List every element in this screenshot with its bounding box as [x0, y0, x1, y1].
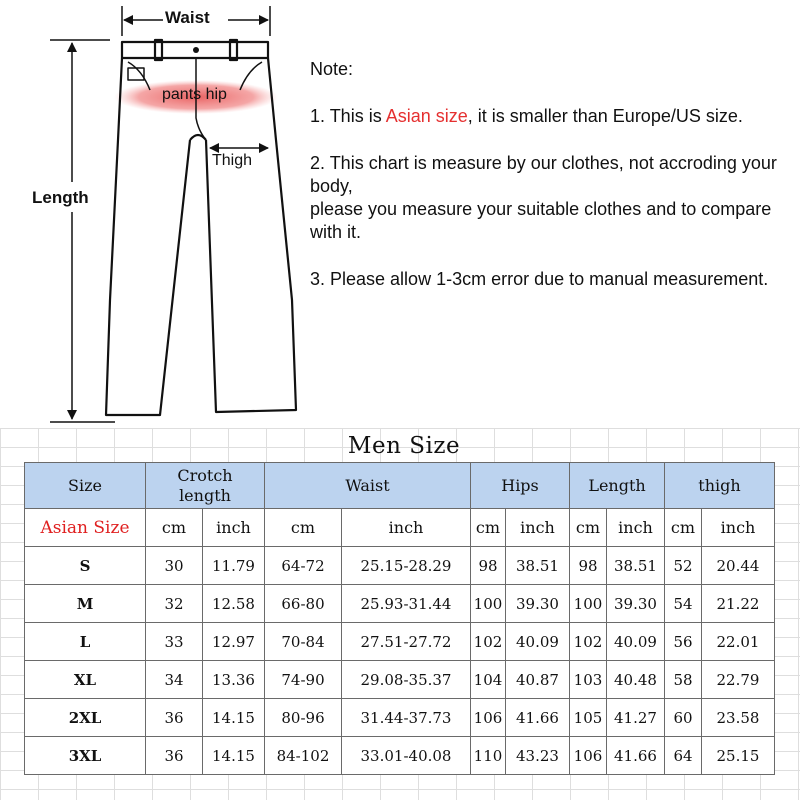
- size-cell: 3XL: [25, 737, 146, 775]
- length-label: Length: [32, 188, 89, 207]
- unit-cell: inch: [702, 509, 775, 547]
- size-rows: [25, 547, 775, 775]
- table-header-row: [25, 463, 775, 509]
- measurement-cell: 54: [665, 585, 702, 623]
- size-table: [24, 462, 775, 775]
- measurement-cell: 98: [471, 547, 506, 585]
- measurement-cell: 39.30: [506, 585, 570, 623]
- measurement-cell: 38.51: [506, 547, 570, 585]
- measurement-cell: 25.15: [702, 737, 775, 775]
- measurement-cell: 110: [471, 737, 506, 775]
- table-row: [25, 661, 775, 699]
- measurement-cell: 105: [570, 699, 607, 737]
- measurement-cell: 104: [471, 661, 506, 699]
- size-cell: XL: [25, 661, 146, 699]
- thigh-label: Thigh: [212, 152, 253, 169]
- measurement-cell: 30: [146, 547, 203, 585]
- note-1-highlight: Asian size: [385, 106, 468, 126]
- measurement-cell: 56: [665, 623, 702, 661]
- unit-cell: inch: [342, 509, 471, 547]
- measurement-cell: 12.58: [203, 585, 265, 623]
- measurement-cell: 40.48: [607, 661, 665, 699]
- unit-cell: cm: [570, 509, 607, 547]
- measurement-cell: 14.15: [203, 699, 265, 737]
- measurement-cell: 103: [570, 661, 607, 699]
- measurement-cell: 33.01-40.08: [342, 737, 471, 775]
- header-hips: Hips: [471, 463, 570, 509]
- measurement-cell: 100: [570, 585, 607, 623]
- measurement-cell: 60: [665, 699, 702, 737]
- measurement-cell: 43.23: [506, 737, 570, 775]
- note-2: 2. This chart is measure by our clothes, not accroding your body, please you measure your suitable clothes and to compare with it.: [310, 153, 777, 242]
- measurement-cell: 40.09: [506, 623, 570, 661]
- table-row: [25, 547, 775, 585]
- table-row: [25, 623, 775, 661]
- table-row: [25, 585, 775, 623]
- unit-cell: inch: [607, 509, 665, 547]
- measurement-cell: 106: [570, 737, 607, 775]
- measurement-cell: 98: [570, 547, 607, 585]
- measurement-cell: 41.66: [607, 737, 665, 775]
- pants-illustration: [0, 0, 300, 430]
- unit-cell: cm: [265, 509, 342, 547]
- measurement-cell: 40.09: [607, 623, 665, 661]
- measurement-cell: 58: [665, 661, 702, 699]
- table-row: [25, 737, 775, 775]
- length-arrow: [50, 40, 115, 422]
- measurement-cell: 36: [146, 737, 203, 775]
- note-1-prefix: 1. This is: [310, 106, 386, 126]
- size-cell: S: [25, 547, 146, 585]
- header-length: Length: [570, 463, 665, 509]
- waist-label: Waist: [165, 8, 210, 27]
- header-waist: Waist: [265, 463, 471, 509]
- measurement-cell: 22.01: [702, 623, 775, 661]
- measurement-cell: 33: [146, 623, 203, 661]
- measurement-cell: 13.36: [203, 661, 265, 699]
- unit-cell: cm: [146, 509, 203, 547]
- measurement-cell: 11.79: [203, 547, 265, 585]
- size-cell: 2XL: [25, 699, 146, 737]
- hip-label: pants hip: [162, 86, 227, 103]
- unit-cell: cm: [665, 509, 702, 547]
- header-size: Size: [25, 463, 146, 509]
- measurement-cell: 34: [146, 661, 203, 699]
- unit-cell: inch: [203, 509, 265, 547]
- notes-heading: Note:: [310, 59, 354, 79]
- unit-cell: cm: [471, 509, 506, 547]
- measurement-cell: 29.08-35.37: [342, 661, 471, 699]
- measurement-cell: 32: [146, 585, 203, 623]
- asian-size-label: Asian Size: [25, 509, 146, 547]
- header-thigh: thigh: [665, 463, 775, 509]
- measurement-cell: 80-96: [265, 699, 342, 737]
- measurement-cell: 25.15-28.29: [342, 547, 471, 585]
- measurement-cell: 38.51: [607, 547, 665, 585]
- measurement-cell: 70-84: [265, 623, 342, 661]
- measurement-cell: 64: [665, 737, 702, 775]
- note-3: 3. Please allow 1-3cm error due to manual measurement.: [310, 269, 769, 289]
- measurement-cell: 12.97: [203, 623, 265, 661]
- measurement-cell: 31.44-37.73: [342, 699, 471, 737]
- note-1-suffix: , it is smaller than Europe/US size.: [467, 106, 743, 126]
- measurement-cell: 25.93-31.44: [342, 585, 471, 623]
- table-row: [25, 699, 775, 737]
- button-icon: [193, 47, 199, 53]
- measurement-cell: 64-72: [265, 547, 342, 585]
- measurement-cell: 106: [471, 699, 506, 737]
- measurement-cell: 66-80: [265, 585, 342, 623]
- size-cell: L: [25, 623, 146, 661]
- table-title: Men Size: [347, 433, 461, 459]
- measurement-cell: 52: [665, 547, 702, 585]
- table-units-row: [25, 509, 775, 547]
- measurement-cell: 74-90: [265, 661, 342, 699]
- measurement-cell: 102: [570, 623, 607, 661]
- measurement-cell: 20.44: [702, 547, 775, 585]
- measurement-cell: 41.66: [506, 699, 570, 737]
- pants-diagram: [0, 0, 300, 430]
- measurement-cell: 41.27: [607, 699, 665, 737]
- measurement-cell: 27.51-27.72: [342, 623, 471, 661]
- size-cell: M: [25, 585, 146, 623]
- unit-cell: inch: [506, 509, 570, 547]
- measurement-cell: 84-102: [265, 737, 342, 775]
- notes-section: [310, 58, 790, 315]
- measurement-cell: 100: [471, 585, 506, 623]
- measurement-cell: 23.58: [702, 699, 775, 737]
- measurement-cell: 22.79: [702, 661, 775, 699]
- measurement-cell: 21.22: [702, 585, 775, 623]
- header-crotch-length: Crotch length: [146, 463, 265, 509]
- measurement-cell: 102: [471, 623, 506, 661]
- note-1: [310, 105, 790, 128]
- measurement-cell: 36: [146, 699, 203, 737]
- measurement-cell: 14.15: [203, 737, 265, 775]
- measurement-cell: 40.87: [506, 661, 570, 699]
- measurement-cell: 39.30: [607, 585, 665, 623]
